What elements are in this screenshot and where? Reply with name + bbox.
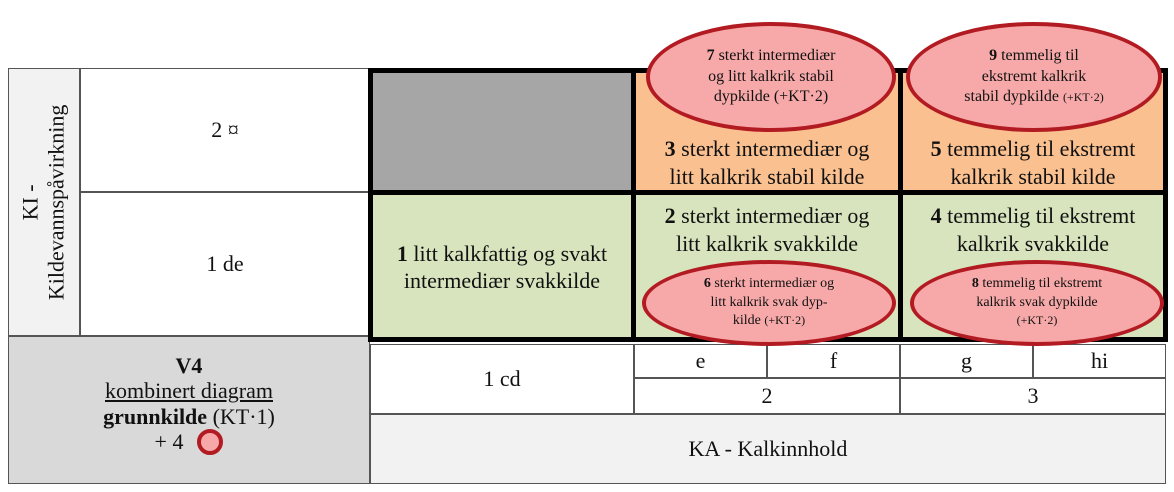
ki-label-line2: Kildevannspåvirkning bbox=[44, 104, 69, 300]
oval-7: 7 sterkt intermediær og litt kalkrik stabil dypkilde (+KT·2) bbox=[646, 22, 896, 132]
ka-sub-f: f bbox=[767, 344, 900, 378]
cell-2: 2 sterkt intermediær og litt kalkrik svakkilde bbox=[634, 194, 900, 340]
cell-4: 4 temmelig til ekstremt kalkrik svakkilde bbox=[900, 194, 1166, 340]
ka-sub-g: g bbox=[900, 344, 1033, 378]
oval-6: 6 sterkt intermediær og litt kalkrik svak dyp- kilde (+KT·2) bbox=[642, 260, 896, 346]
cell-5: 5 temmelig til ekstremt kalkrik stabil kilde bbox=[900, 70, 1166, 194]
ka-col-3-label: 3 bbox=[900, 378, 1166, 414]
ki-row-2-label: 2 ¤ bbox=[80, 68, 370, 192]
legend-title: kombinert diagram bbox=[104, 378, 273, 404]
ki-axis-label bbox=[8, 68, 80, 336]
ka-sub-hi: hi bbox=[1033, 344, 1166, 378]
ka-axis-label: KA - Kalkinnhold bbox=[370, 414, 1166, 484]
legend-oval-symbol bbox=[197, 429, 223, 455]
grid-v-divider-1 bbox=[631, 68, 636, 342]
grid-h-divider bbox=[368, 190, 1168, 195]
ki-label-line1: KI - bbox=[17, 183, 43, 221]
ka-col-1-label: 1 cd bbox=[370, 344, 634, 414]
oval-9: 9 temmelig til ekstremt kalkrik stabil dypkilde (+KT·2) bbox=[906, 22, 1162, 132]
ka-sub-e: e bbox=[634, 344, 767, 378]
legend-panel bbox=[8, 336, 370, 484]
ki-row-1-label: 1 de bbox=[80, 192, 370, 336]
cell-1: 1 litt kalkfattig og svakt intermediær svakkilde bbox=[370, 194, 634, 340]
legend-plus: + 4 bbox=[154, 429, 184, 455]
legend-code: V4 bbox=[175, 353, 203, 378]
grid-v-divider-2 bbox=[898, 68, 903, 342]
ka-col-2-label: 2 bbox=[634, 378, 900, 414]
oval-8: 8 temmelig til ekstremt kalkrik svak dypkilde (+KT·2) bbox=[910, 260, 1164, 346]
legend-name: grunnkilde (KT·1) bbox=[103, 403, 275, 429]
cell-3: 3 sterkt intermediær og litt kalkrik stabil kilde bbox=[634, 70, 900, 194]
